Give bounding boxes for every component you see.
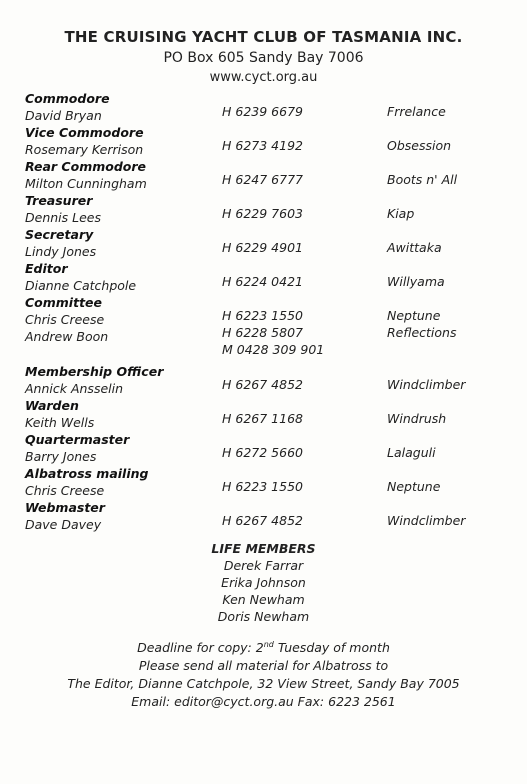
member-phone: H 6223 1550 [222,479,303,494]
life-members-title: LIFE MEMBERS [211,541,316,556]
role-heading: Rear Commodore [25,159,147,174]
member-boat: Kiap [387,206,415,221]
life-member-name: Ken Newham [222,592,305,607]
member-boat: Windclimber [387,513,466,528]
life-member-name: Derek Farrar [223,558,304,573]
member-boat: Awittaka [387,240,442,255]
member-boat: Neptune [387,308,441,323]
role-heading: Membership Officer [25,364,164,379]
member-name: Chris Creese [25,483,105,498]
deadline-prefix: Deadline for copy: 2 [137,640,264,656]
member-phone: H 6229 4901 [222,240,303,255]
member-boat: Frrelance [387,104,446,119]
life-member-name: Doris Newham [217,609,310,624]
role-heading: Webmaster [25,500,105,515]
member-boat: Windclimber [387,377,466,392]
send-material-line: Please send all material for Albatross to [138,658,389,673]
member-phone: H 6229 7603 [222,206,303,221]
contact-line[interactable]: Email: editor@cyct.org.au Fax: 6223 2561 [131,694,396,709]
role-heading: Albatross mailing [25,466,149,481]
life-member-name: Erika Johnson [221,575,306,590]
member-phone: H 6267 1168 [222,411,303,426]
member-boat: Lalaguli [387,445,436,460]
member-phone: H 6272 5660 [222,445,303,460]
member-name: Rosemary Kerrison [25,142,144,157]
member-boat: Boots n' All [387,172,458,187]
member-boat: Willyama [387,274,445,289]
member-phone: H 6223 1550 [222,308,303,323]
member-name: Annick Ansselin [25,381,124,396]
role-heading: Editor [25,261,68,276]
member-boat: Windrush [387,411,447,426]
member-name: Chris Creese [25,312,105,327]
member-name: Keith Wells [25,415,95,430]
role-heading: Warden [25,398,79,413]
deadline-line [0,640,527,655]
deadline-sup: nd [263,640,274,649]
role-heading: Committee [25,295,103,310]
member-name: Dave Davey [25,517,102,532]
member-boat: Neptune [387,479,441,494]
role-heading: Commodore [25,91,110,106]
member-name: Milton Cunningham [25,176,147,191]
role-heading: Vice Commodore [25,125,144,140]
member-phone: H 6273 4192 [222,138,303,153]
member-phone: H 6247 6777 [222,172,303,187]
member-name: Andrew Boon [25,329,109,344]
role-heading: Treasurer [25,193,93,208]
role-heading: Secretary [25,227,94,242]
club-address: PO Box 605 Sandy Bay 7006 [163,50,364,66]
role-heading: Quartermaster [25,432,130,447]
club-website[interactable]: www.cyct.org.au [209,70,318,85]
member-phone: H 6239 6679 [222,104,303,119]
member-boat: Obsession [387,138,452,153]
member-phone: H 6224 0421 [222,274,303,289]
member-name: Dennis Lees [25,210,101,225]
member-name: Lindy Jones [25,244,97,259]
member-phone: H 6267 4852 [222,377,303,392]
deadline-suffix: Tuesday of month [273,640,390,656]
member-name: David Bryan [25,108,102,123]
member-phone: H 6267 4852 [222,513,303,528]
editor-address-line: The Editor, Dianne Catchpole, 32 View Street, Sandy Bay 7005 [67,676,460,691]
member-phone: M 0428 309 901 [222,342,325,357]
member-name: Barry Jones [25,449,97,464]
club-title: THE CRUISING YACHT CLUB OF TASMANIA INC. [64,28,463,46]
member-phone: H 6228 5807 [222,325,303,340]
member-name: Dianne Catchpole [25,278,137,293]
member-boat: Reflections [387,325,457,340]
